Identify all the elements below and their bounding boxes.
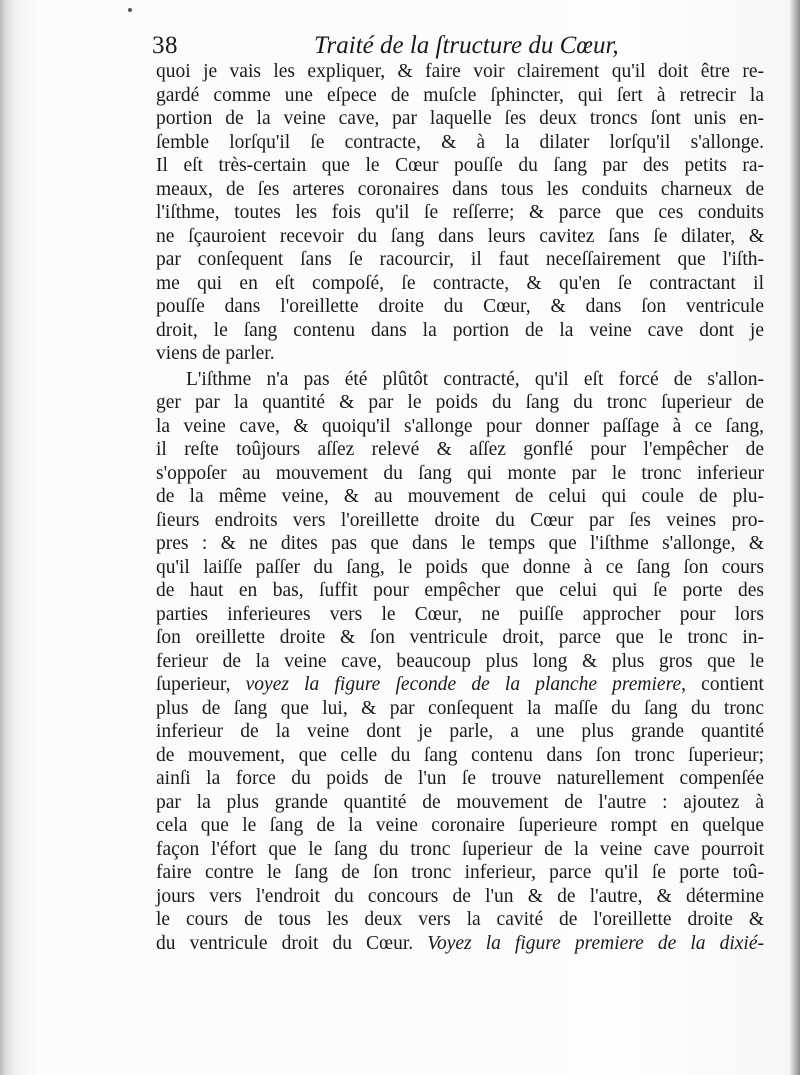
- text-line: faire contre le ſang de ſon tronc inferieur, parce qu'il ſe porte toû-: [156, 862, 764, 883]
- paragraph-2: [156, 368, 764, 956]
- page-edge-shadow: [790, 0, 800, 1075]
- text-line: viens de parler.: [156, 343, 275, 364]
- text-line: cela que le ſang de la veine coronaire ſuperieure rompt en quelque: [156, 815, 764, 836]
- text-line: façon l'éfort que le ſang du tronc ſuperieur de la veine cave pourroit: [156, 838, 764, 860]
- text-line: ſon oreillette droite & ſon ventricule droit, parce que le tronc in-: [156, 627, 764, 648]
- text-line: par la plus grande quantité de mouvement de l'autre : ajoutez à: [156, 791, 764, 813]
- body-text: [156, 60, 764, 955]
- text-line: jours vers l'endroit du concours de l'un & de l'autre, & détermine: [156, 885, 764, 907]
- text-line: portion de la veine cave, par laquelle ſes deux troncs ſont unis en-: [156, 108, 764, 129]
- figure-reference: voyez la figure ſeconde de la planche premiere: [245, 674, 682, 695]
- text-line: Il eſt très-certain que le Cœur pouſſe du ſang par des petits ra-: [156, 155, 764, 176]
- text-line: ſieurs endroits vers l'oreillette droite du Cœur par ſes veines pro-: [156, 509, 764, 531]
- text-line: me qui en eſt compoſé, ſe contracte, & qu'en ſe contractant il: [156, 272, 764, 294]
- text-line: de mouvement, que celle du ſang contenu dans ſon tronc ſuperieur;: [156, 744, 764, 766]
- paragraph-1: [156, 60, 764, 366]
- text-line: parties inferieures vers le Cœur, ne puiſſe approcher pour lors: [156, 603, 764, 625]
- text-line: par conſequent ſans ſe racourcir, il faut neceſſairement que l'iſth-: [156, 249, 764, 270]
- text-line: le cours de tous les deux vers la cavité de l'oreillette droite &: [156, 909, 764, 930]
- text-segment: , contient: [681, 674, 764, 695]
- text-line: ger par la quantité & par le poids du ſang du tronc ſuperieur de: [156, 392, 764, 413]
- text-line: de la même veine, & au mouvement de celui qui coule de plu-: [156, 486, 764, 507]
- text-line: s'oppoſer au mouvement du ſang qui monte par le tronc inferieur: [156, 462, 764, 484]
- figure-reference: Voyez la figure premiere de la dixié-: [427, 932, 764, 954]
- text-line: ne ſçauroient recevoir du ſang dans leurs cavitez ſans ſe dilater, &: [156, 225, 764, 247]
- page-number: 38: [152, 32, 178, 59]
- running-title: Traité de la ſtructure du Cœur,: [314, 32, 619, 59]
- text-line: droit, le ſang contenu dans la portion de la veine cave dont je: [156, 319, 764, 341]
- text-line: il reſte toûjours aſſez relevé & aſſez gonflé pour l'empêcher de: [156, 439, 764, 460]
- text-line: l'iſthme, toutes les fois qu'il ſe reſſerre; & parce que ces conduits: [156, 202, 764, 223]
- text-line: inferieur de la veine dont je parle, a une plus grande quantité: [156, 721, 764, 742]
- text-line: gardé comme une eſpece de muſcle ſphincter, qui ſert à retrecir la: [156, 84, 764, 106]
- text-line: de haut en bas, ſuffit pour empêcher que celui qui ſe porte des: [156, 580, 764, 601]
- text-line: ainſi la force du poids de l'un ſe trouve naturellement compenſée: [156, 768, 764, 789]
- text-segment: ſuperieur,: [156, 674, 246, 695]
- text-line: la veine cave, & quoiqu'il s'allonge pour donner paſſage à ce ſang,: [156, 415, 764, 437]
- text-line-with-figure-reference: [156, 673, 764, 697]
- text-line: plus de ſang que lui, & par conſequent la maſſe du ſang du tronc: [156, 697, 764, 719]
- text-line: L'iſthme n'a pas été plûtôt contracté, qu'il eſt forcé de s'allon-: [186, 368, 764, 390]
- text-line: pouſſe dans l'oreillette droite du Cœur, & dans ſon ventricule: [156, 296, 764, 317]
- text-line: quoi je vais les expliquer, & faire voir clairement qu'il doit être re-: [156, 61, 764, 82]
- text-line: pres : & ne dites pas que dans le temps que l'iſthme s'allonge, &: [156, 533, 764, 554]
- text-line-with-figure-reference: [156, 932, 764, 956]
- text-line: ferieur de la veine cave, beaucoup plus long & plus gros que le: [156, 650, 764, 672]
- text-line: ſemble lorſqu'il ſe contracte, & à la dilater lorſqu'il s'allonge.: [156, 131, 764, 153]
- ink-speck: [128, 8, 132, 12]
- text-segment: du ventricule droit du Cœur.: [156, 932, 428, 954]
- text-line: meaux, de ſes arteres coronaires dans tous les conduits charneux de: [156, 178, 764, 200]
- text-line: qu'il laiſſe paſſer du ſang, le poids que donne à ce ſang ſon cours: [156, 556, 764, 578]
